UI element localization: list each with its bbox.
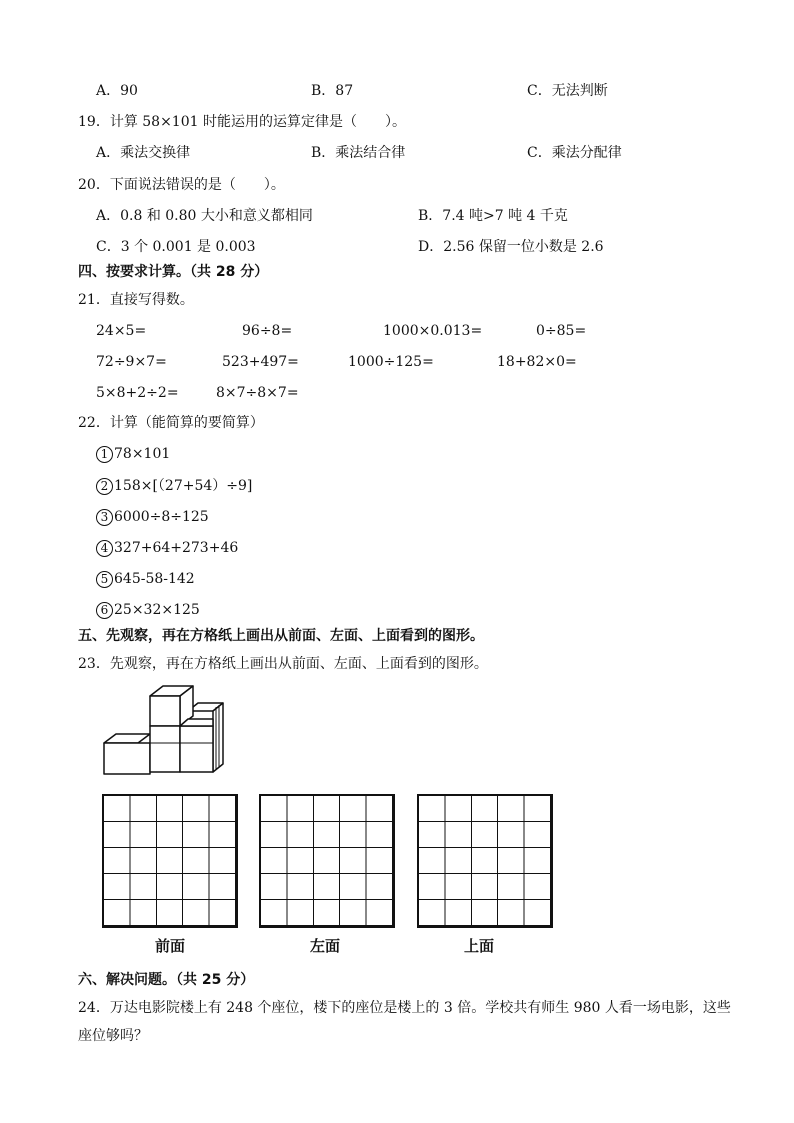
q22-item-6 — [96, 601, 200, 619]
q22-item-2 — [96, 477, 252, 495]
cube-stack-figure — [100, 683, 230, 781]
q22-expression: 158×[（27+54）÷9] — [114, 478, 253, 494]
cube-face — [150, 726, 180, 772]
front-view-grid[interactable] — [102, 794, 238, 928]
q21-stem: 21．直接写得数。 — [78, 292, 194, 308]
q22-item-1 — [96, 445, 170, 463]
q21-item: 1000×0.013= — [383, 323, 483, 339]
grid-label-left: 左面 — [310, 937, 341, 955]
cube-face — [213, 703, 223, 772]
q22-expression: 645-58-142 — [114, 571, 195, 587]
q19-stem: 19．计算 58×101 时能运用的运算定律是（ ）。 — [78, 114, 406, 130]
q21-item: 18+82×0= — [497, 354, 577, 370]
q21-item: 523+497= — [222, 354, 299, 370]
q24-text-line1: 24．万达电影院楼上有 248 个座位，楼下的座位是楼上的 3 倍。学校共有师生 980 人看一场电影，这些 — [78, 1000, 731, 1016]
q21-item: 0÷85= — [536, 323, 587, 339]
q21-item: 8×7÷8×7= — [216, 385, 299, 401]
circled-number: 3 — [96, 509, 113, 526]
q22-expression: 327+64+273+46 — [114, 540, 239, 556]
q22-expression: 78×101 — [114, 446, 171, 462]
q18-option-c: C．无法判断 — [527, 83, 608, 99]
q19-option-a: A．乘法交换律 — [96, 145, 191, 161]
q22-item-4 — [96, 539, 238, 557]
left-view-grid[interactable] — [259, 794, 395, 928]
q21-item: 24×5= — [96, 323, 147, 339]
q22-expression: 6000÷8÷125 — [114, 509, 209, 525]
q21-item: 1000÷125= — [348, 354, 434, 370]
q20-option-d: D．2.56 保留一位小数是 2.6 — [418, 239, 604, 255]
q20-option-a: A．0.8 和 0.80 大小和意义都相同 — [96, 208, 313, 224]
circled-number: 4 — [96, 540, 113, 557]
q22-stem: 22．计算（能简算的要简算） — [78, 415, 264, 431]
section-4-title: 四、按要求计算。（共 28 分） — [78, 264, 269, 280]
q21-item: 5×8+2÷2= — [96, 385, 179, 401]
q22-expression: 25×32×125 — [114, 602, 200, 618]
cube-face — [180, 726, 213, 772]
cube-face — [150, 696, 180, 726]
circled-number: 6 — [96, 602, 113, 619]
q20-option-c: C．3 个 0.001 是 0.003 — [96, 239, 256, 255]
q19-option-c: C．乘法分配律 — [527, 145, 622, 161]
q22-item-3 — [96, 508, 209, 526]
grid-label-front: 前面 — [155, 937, 186, 955]
grid-label-top: 上面 — [464, 937, 495, 955]
q20-stem: 20．下面说法错误的是（ ）。 — [78, 177, 285, 193]
section-6-title: 六、解决问题。（共 25 分） — [78, 972, 255, 988]
section-5-title: 五、先观察，再在方格纸上画出从前面、左面、上面看到的图形。 — [78, 628, 484, 644]
q24-text-line2: 座位够吗？ — [78, 1028, 148, 1044]
cube-face — [104, 743, 150, 774]
q21-item: 96÷8= — [242, 323, 293, 339]
circled-number: 5 — [96, 571, 113, 588]
q18-option-b: B．87 — [311, 83, 354, 99]
circled-number: 2 — [96, 478, 113, 495]
q22-item-5 — [96, 570, 195, 588]
circled-number: 1 — [96, 446, 113, 463]
q19-option-b: B．乘法结合律 — [311, 145, 406, 161]
q18-option-a: A．90 — [96, 83, 138, 99]
q21-item: 72÷9×7= — [96, 354, 167, 370]
q20-option-b: B．7.4 吨>7 吨 4 千克 — [418, 208, 568, 224]
top-view-grid[interactable] — [417, 794, 553, 928]
cube-face — [104, 734, 150, 743]
q23-stem: 23．先观察，再在方格纸上画出从前面、左面、上面看到的图形。 — [78, 656, 488, 672]
